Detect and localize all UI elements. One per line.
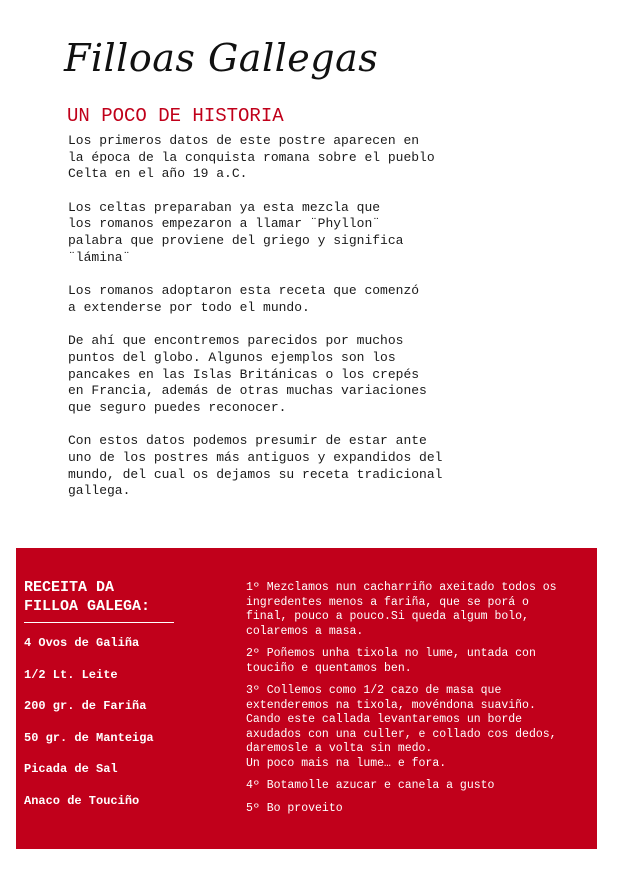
ingredient-item: 200 gr. de Fariña <box>24 699 147 713</box>
recipe-step: 1º Mezclamos nun cacharriño axeitado todos os ingredentes menos a fariña, que se porá o final, pouco a pouco.Si queda algum bolo, colaremos a masa. <box>246 581 557 638</box>
history-heading: UN POCO DE HISTORIA <box>67 105 284 127</box>
history-body <box>68 133 508 517</box>
recipe-step: 5º Bo proveito <box>246 801 343 815</box>
history-paragraph: De ahí que encontremos parecidos por muchos puntos del globo. Algunos ejemplos son los pancakes en las Islas Británicas o los crepés en Francia, además de otras muchas variaciones que seguro puedes reconocer. <box>68 333 427 415</box>
history-paragraph: Los celtas preparaban ya esta mezcla que los romanos empezaron a llamar ¨Phyllon¨ palabra que proviene del griego y significa ¨lámina¨ <box>68 199 404 265</box>
recipe-steps <box>246 581 591 824</box>
ingredient-item: Anaco de Touciño <box>24 793 140 808</box>
ingredient-item: 4 Ovos de Galiña <box>24 636 140 650</box>
history-paragraph: Con estos datos podemos presumir de estar ante uno de los postres más antiguos y expandidos del mundo, del cual os dejamos su receta tradicional gallega. <box>68 433 443 499</box>
recipe-step: 2º Poñemos unha tixola no lume, untada con touciño e quentamos ben. <box>246 647 536 675</box>
recipe-step: 4º Botamolle azucar e canela a gusto <box>246 779 495 792</box>
ingredient-list <box>24 636 154 825</box>
ingredient-item: 1/2 Lt. Leite <box>24 667 118 682</box>
history-paragraph: Los romanos adoptaron esta receta que comenzó a extenderse por todo el mundo. <box>68 283 420 315</box>
history-paragraph: Los primeros datos de este postre aparecen en la época de la conquista romana sobre el pueblo Celta en el año 19 a.C. <box>68 133 435 182</box>
recipe-step: 3º Collemos como 1/2 cazo de masa que extenderemos na tixola, movéndona suaviño. Cando este callada levantaremos un borde axudados con una culler, e collado cos dedos, daremosle a volta sin medo. Un poco mais na lume… e fora. <box>246 684 557 770</box>
page-title: Filloas Gallegas <box>64 36 379 80</box>
recipe-panel <box>16 548 597 849</box>
ingredient-item: Picada de Sal <box>24 762 118 776</box>
ingredient-item: 50 gr. de Manteiga <box>24 730 154 745</box>
recipe-title: RECEITA DA FILLOA GALEGA: <box>24 579 151 615</box>
divider <box>24 622 174 623</box>
